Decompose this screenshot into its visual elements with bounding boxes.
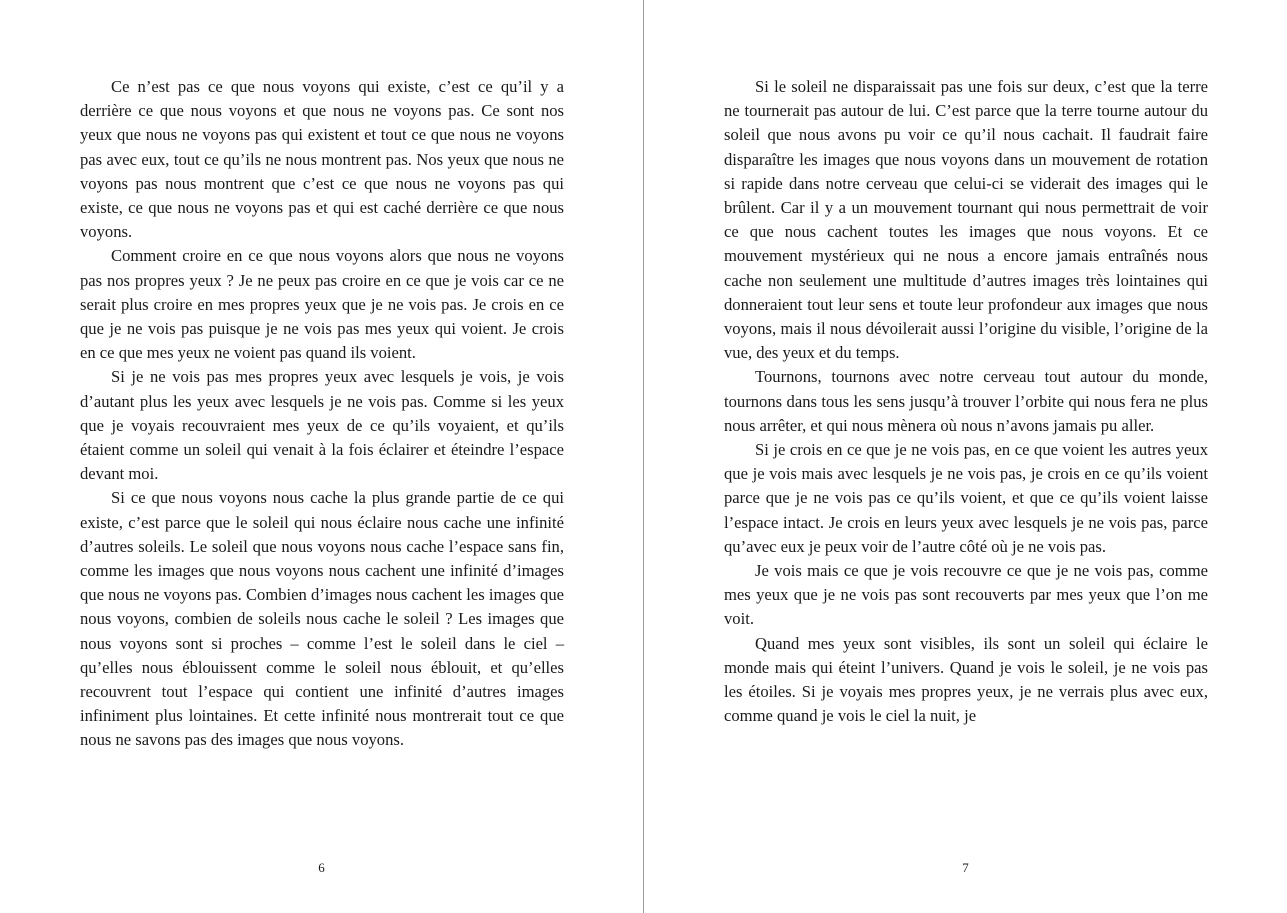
page-number-left: 6: [318, 860, 325, 875]
paragraph: Si ce que nous voyons nous cache la plus grande partie de ce qui existe, c’est parce que le soleil qui nous éclaire nous cache une infinité d’autres soleils. Le soleil que nous voyons nous cache l’espace sans fin, comme les images que nous voyons nous cachent une infinité d’images que nous ne voyons pas. Combien d’images nous cachent les images que nous voyons, combien de soleils nous cache le soleil ? Les images que nous voyons sont si proches – comme l’est le soleil dans le ciel – qu’elles nous éblouissent comme le soleil nous éblouit, et qu’elles recouvrent tout l’espace qui contient une infinité d’autres images infiniment plus lointaines. Et cette infinité nous montrerait tout ce que nous ne savons pas des images que nous voyons.: [80, 488, 564, 750]
paragraph: Je vois mais ce que je vois recouvre ce que je ne vois pas, comme mes yeux que je ne vois pas sont recouverts par mes yeux que l’on me voit.: [724, 561, 1208, 629]
paragraph: Si le soleil ne disparaissait pas une fois sur deux, c’est que la terre ne tournerait pas autour de lui. C’est parce que la terre tourne autour du soleil que nous avons pu voir ce qu’il nous cachait. Il faudrait faire disparaître les images que nous voyons dans un mouvement de rotation si rapide dans notre cerveau que celui-ci se viderait des images qui le brûlent. Car il y a un mouvement tournant qui nous permettrait de voir ce que nous cachent toutes les images que nous voyons. Et ce mouvement mystérieux qui ne nous a encore jamais entraînés nous cache non seulement une multitude d’autres images très lointaines qui donneraient tout leur sens et toute leur profondeur aux images que nous voyons, mais il nous dévoilerait aussi l’origine du visible, l’origine de la vue, des yeux et du temps.: [724, 77, 1208, 363]
right-page: [644, 0, 1287, 913]
paragraph: Si je ne vois pas mes propres yeux avec lesquels je vois, je vois d’autant plus les yeux avec lesquels je ne vois pas. Comme si les yeux que je voyais recouvraient mes yeux de ce qu’ils voyaient, et qu’ils étaient comme un soleil qui venait à la fois éclairer et éteindre l’espace devant moi.: [80, 367, 564, 484]
paragraph: Tournons, tournons avec notre cerveau tout autour du monde, tournons dans tous les sens jusqu’à trouver l’orbite qui nous fera ne plus nous arrêter, et qui nous mènera où nous n’avons jamais pu aller.: [724, 367, 1208, 435]
paragraph: Comment croire en ce que nous voyons alors que nous ne voyons pas nos propres yeux ? Je ne peux pas croire en ce que je vois car ce ne serait plus croire en mes propres yeux que je ne vois pas. Je crois en ce que je ne vois pas puisque je ne vois pas mes yeux qui voient. Je crois en ce que mes yeux ne voient pas quand ils voient.: [80, 246, 564, 363]
paragraph: Ce n’est pas ce que nous voyons qui existe, c’est ce qu’il y a derrière ce que nous voyons et que nous ne voyons pas. Ce sont nos yeux que nous ne voyons pas qui existent et tout ce que nous ne voyons pas avec eux, tout ce qu’ils ne nous montrent pas. Nos yeux que nous ne voyons pas nous montrent que c’est ce que nous ne voyons pas qui existe, ce que nous ne voyons pas et qui est caché derrière ce que nous voyons.: [80, 77, 564, 242]
right-page-text: [724, 75, 1208, 728]
left-page-text: [80, 75, 564, 753]
left-page: [0, 0, 643, 913]
page-number-right: 7: [962, 860, 969, 875]
paragraph: Quand mes yeux sont visibles, ils sont un soleil qui éclaire le monde mais qui éteint l’univers. Quand je vois le soleil, je ne vois pas les étoiles. Si je voyais mes propres yeux, je ne verrais plus avec eux, comme quand je vois le ciel la nuit, je: [724, 633, 1208, 726]
paragraph: Si je crois en ce que je ne vois pas, en ce que voient les autres yeux que je vois mais avec lesquels je ne vois pas, je crois en ce qu’ils voient parce que je ne vois pas ce qu’ils voient, et que ce qu’ils voient laisse l’espace intact. Je crois en leurs yeux avec lesquels je ne vois pas, parce qu’avec eux je peux voir de l’autre côté où je ne vois pas.: [724, 440, 1208, 556]
